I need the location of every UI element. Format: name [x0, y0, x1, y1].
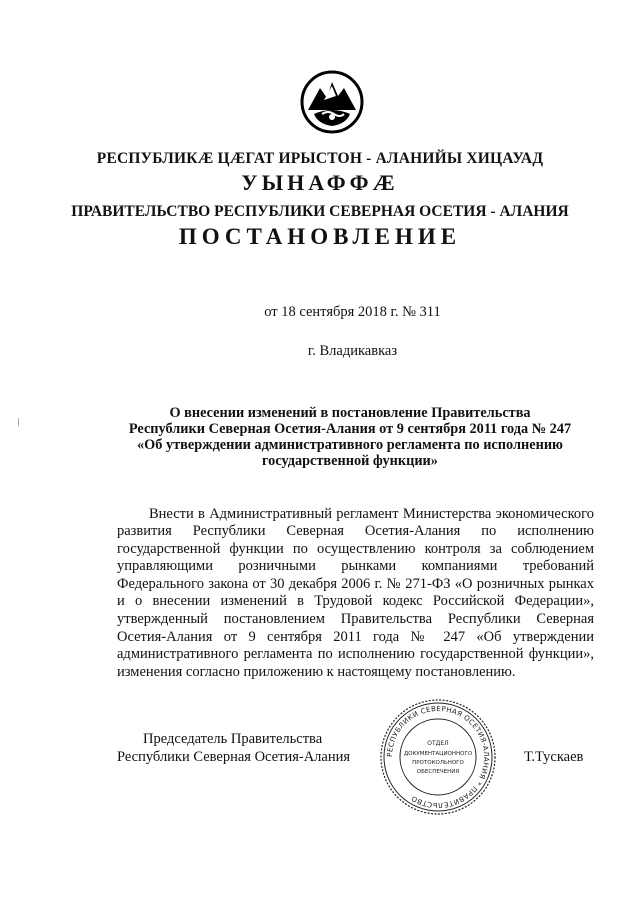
- header-decree: ПОСТАНОВЛЕНИЕ: [178, 224, 462, 249]
- document-city: г. Владикавказ: [307, 343, 398, 359]
- document-date: от 18 сентября 2018 г. № 311: [264, 304, 441, 320]
- signer-position-line2: Республики Северная Осетия-Алания: [117, 748, 351, 765]
- official-seal: [378, 697, 498, 817]
- header-decree-ossetian: УЫНАФФÆ: [241, 170, 399, 195]
- title-line: О внесении изменений в постановление Правительства: [169, 405, 531, 421]
- signer-name: Т.Тускаев: [524, 749, 584, 765]
- seal-ring-text: РЕСПУБЛИКИ СЕВЕРНАЯ ОСЕТИЯ-АЛАНИЯ * ПРАВИТЕЛЬСТВО: [385, 704, 491, 810]
- seal-line: ОТДЕЛ: [427, 740, 449, 747]
- document-title: [110, 405, 590, 469]
- seal-line: ПРОТОКОЛЬНОГО: [412, 760, 464, 766]
- header-republic-ossetian: РЕСПУБЛИКÆ ЦÆГАТ ИРЫСТОН - АЛАНИЙЫ ХИЦАУАД: [96, 150, 544, 167]
- header-government: ПРАВИТЕЛЬСТВО РЕСПУБЛИКИ СЕВЕРНАЯ ОСЕТИЯ - АЛАНИЯ: [71, 203, 569, 220]
- seal-line: ОБЕСПЕЧЕНИЯ: [416, 769, 460, 775]
- svg-text:РЕСПУБЛИКИ СЕВЕРНАЯ ОСЕТИЯ-АЛА: [386, 705, 490, 809]
- seal-line: ДОКУМЕНТАЦИОННОГО: [403, 751, 473, 757]
- title-line: государственной функции»: [262, 453, 438, 469]
- signature-block: [117, 731, 350, 766]
- coat-of-arms-emblem: [300, 70, 364, 134]
- signer-position-line1: Председатель Правительства: [143, 731, 323, 747]
- margin-mark: [18, 418, 19, 426]
- title-line: «Об утверждении административного регламента по исполнению: [137, 437, 563, 453]
- title-line: Республики Северная Осетия-Алания от 9 сентября 2011 года № 247: [128, 421, 572, 437]
- document-body: Внести в Административный регламент Министерства экономического развития Республики Северная Осетия-Алания по исполнению государственной функции по осуществлению контроля за соблюдением управляющими розничными рынками компаниями требований Федерального закона от 30 декабря 2006 г. № 271-ФЗ «О розничных рынках и о внесении изменений в Трудовой кодекс Российской Федерации», утвержденный постановлением Правительства Республики Северная Осетия-Алания от 9 сентября 2011 года № 247 «Об утверждении административного регламента по исполнению государственной функции», изменения согласно приложению к настоящему постановлению.: [117, 505, 594, 680]
